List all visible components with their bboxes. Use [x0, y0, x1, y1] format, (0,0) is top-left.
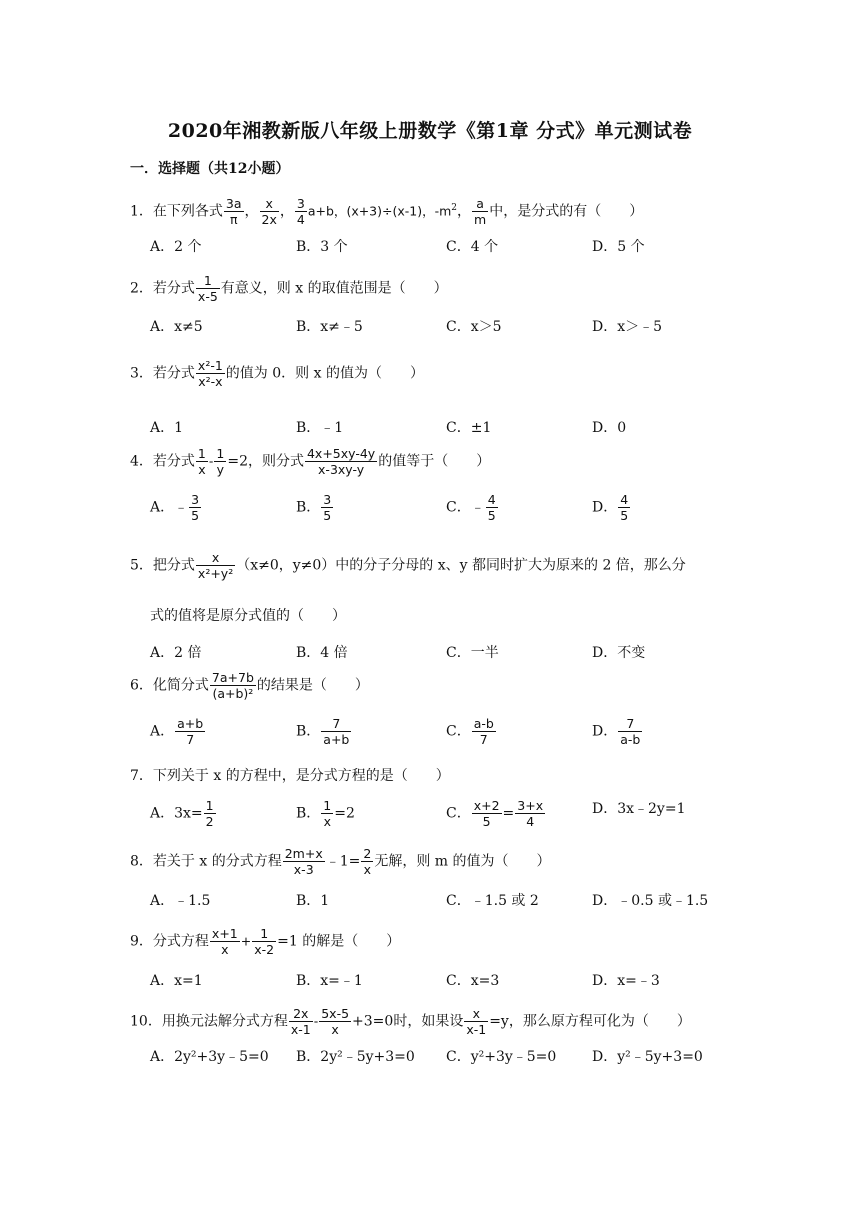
denominator: π: [229, 212, 238, 227]
option-c: C．一半: [446, 645, 499, 661]
option-a: A．2 倍: [150, 645, 202, 661]
question-text: =2，则分式: [227, 453, 304, 470]
sign: ﹣: [470, 499, 485, 516]
denominator: (a+b)²: [212, 686, 254, 701]
option-d: D．5 个: [592, 239, 645, 255]
denominator: x: [363, 862, 372, 877]
page-title: 2020年湘教新版八年级上册数学《第1章 分式》单元测试卷: [167, 120, 693, 142]
options-8: [150, 890, 800, 916]
numerator: x²-1: [197, 358, 223, 373]
fraction: [295, 196, 307, 227]
numerator: 1: [205, 798, 214, 813]
denominator: 2: [205, 814, 214, 829]
options-1: [150, 236, 800, 262]
denominator: x-2: [254, 942, 275, 957]
option-a: A．x=1: [150, 973, 203, 989]
question-text: 若分式: [152, 453, 195, 470]
option-label: A．: [150, 499, 175, 516]
question-number: 4．: [130, 453, 153, 470]
option-b: B．﹣1: [296, 420, 344, 436]
option-label: A．: [150, 723, 175, 740]
option-a: [150, 492, 202, 523]
option-label: B．: [296, 805, 321, 822]
option-b: B．x=﹣1: [296, 973, 363, 989]
question-text: =y，那么原方程可化为（ ）: [489, 1013, 691, 1030]
fraction: [472, 716, 496, 747]
option-d: D．y²﹣5y+3=0: [592, 1049, 703, 1065]
fraction: [196, 550, 235, 581]
options-2: [150, 316, 800, 342]
denominator: a-b: [620, 732, 641, 747]
denominator: 2x: [261, 212, 277, 227]
operator: -: [208, 453, 214, 469]
question-text: 若关于 x 的分式方程: [152, 853, 282, 870]
fraction: [224, 196, 244, 227]
expression: -m: [434, 203, 452, 219]
option-label: C．: [446, 805, 471, 822]
numerator: x+1: [211, 926, 238, 941]
options-3: [150, 417, 800, 443]
options-4: [150, 492, 800, 532]
denominator: x-1: [466, 1022, 487, 1037]
denominator: a+b: [323, 732, 350, 747]
numerator: 3: [191, 492, 200, 507]
option-d: D．不变: [592, 645, 646, 661]
denominator: x-3xy-y: [318, 462, 365, 477]
question-number: 3．: [130, 365, 153, 382]
numerator: 1: [196, 273, 220, 289]
numerator: 3: [323, 492, 332, 507]
denominator: 5: [620, 508, 629, 523]
option-a: A．1: [150, 420, 184, 436]
numerator: 4: [487, 492, 496, 507]
question-7: [130, 766, 450, 786]
operator: +: [240, 933, 252, 949]
options-5: [150, 642, 800, 668]
option-b: B．4 倍: [296, 645, 348, 661]
fraction: [214, 446, 226, 477]
denominator: x-3: [293, 862, 314, 877]
option-c: C．y²+3y﹣5=0: [446, 1049, 557, 1065]
fraction: [321, 798, 333, 829]
fraction: [210, 926, 240, 957]
numerator: x: [196, 550, 235, 566]
fraction: [175, 716, 205, 747]
question-text: =1 的解是（ ）: [277, 933, 401, 950]
fraction: [196, 273, 220, 304]
fraction: [196, 446, 208, 477]
option-b: [296, 716, 352, 747]
option-b: B．x≠﹣5: [296, 319, 363, 335]
operator: =: [502, 805, 515, 822]
question-text: 把分式: [152, 557, 195, 574]
denominator: x: [198, 462, 206, 477]
fraction: [196, 358, 225, 389]
numerator: x: [260, 196, 279, 212]
denominator: 5: [487, 508, 496, 523]
question-text: 若分式: [152, 280, 195, 297]
numerator: 4x+5xy-4y: [306, 446, 376, 461]
numerator: 1: [197, 446, 206, 461]
option-b: B．1: [296, 893, 330, 909]
fraction: [321, 492, 333, 523]
fraction: [515, 798, 545, 829]
question-text: 下列关于 x 的方程中，是分式方程的是（ ）: [152, 768, 450, 784]
option-a: A．2y²+3y﹣5=0: [150, 1049, 269, 1065]
denominator: m: [474, 212, 487, 227]
question-text: 的结果是（ ）: [256, 677, 369, 694]
option-b: [296, 492, 334, 523]
question-number: 7．: [130, 768, 153, 784]
option-c: C．4 个: [446, 239, 499, 255]
option-a: [150, 798, 217, 829]
numerator: 2x: [289, 1006, 313, 1022]
denominator: 4: [526, 814, 535, 829]
numerator: 2m+x: [284, 846, 323, 861]
denominator: x: [221, 942, 229, 957]
option-label: A．3x=: [150, 805, 203, 822]
numerator: 3: [296, 196, 305, 211]
question-number: 2．: [130, 280, 153, 297]
question-4: [130, 446, 490, 477]
question-text: 在下列各式: [152, 203, 223, 220]
numerator: 5x-5: [321, 1006, 350, 1021]
option-c: [446, 716, 497, 747]
fraction: [464, 1006, 488, 1037]
question-text: （x≠0，y≠0）中的分子分母的 x、y 都同时扩大为原来的 2 倍，那么分: [236, 557, 686, 574]
option-a: A．﹣1.5: [150, 893, 211, 909]
denominator: 7: [479, 732, 488, 747]
option-b: B．2y²﹣5y+3=0: [296, 1049, 415, 1065]
question-number: 9．: [130, 933, 153, 950]
numerator: a: [472, 196, 488, 212]
denominator: x-5: [197, 289, 218, 304]
numerator: a-b: [473, 716, 494, 731]
denominator: 5: [191, 508, 200, 523]
question-number: 8．: [130, 853, 153, 870]
option-a: [150, 716, 206, 747]
option-label: D．: [592, 723, 618, 740]
numerator: 2: [363, 846, 372, 861]
question-1: 1．在下列各式 $\frac{3a}{\pi}$ ， $\frac{x}{2x}$ ， $\frac{3}{4}$ a+b，(x+3)÷(x-1)，$-m^2$， $\frac{a}{m}$ 中，是分式的有（ ）: [130, 196, 644, 227]
question-text: 中，是分式的有（ ）: [489, 203, 644, 220]
question-number: 6．: [130, 677, 153, 694]
fraction: [289, 1006, 313, 1037]
numerator: x: [464, 1006, 488, 1022]
question-text: 分式方程: [152, 933, 209, 950]
expression: ﹣1=: [325, 853, 361, 870]
option-label: B．: [296, 723, 321, 740]
question-number: 10．: [130, 1013, 162, 1030]
question-text: 有意义，则 x 的取值范围是（ ）: [220, 280, 448, 297]
numerator: 3+x: [517, 798, 544, 813]
option-d: D．0: [592, 420, 627, 436]
fraction: [204, 798, 216, 829]
numerator: 3a: [225, 196, 242, 211]
fraction: [260, 196, 279, 227]
section-heading: 一．选择题（共12小题）: [130, 161, 290, 177]
numerator: 1: [323, 798, 332, 813]
fraction: [618, 492, 630, 523]
question-3: [130, 358, 424, 389]
question-text: 的值等于（ ）: [378, 453, 491, 470]
option-d: D．3x﹣2y=1: [592, 801, 686, 817]
question-text: 用换元法解分式方程: [161, 1013, 288, 1030]
question-text: 无解，则 m 的值为（ ）: [374, 853, 551, 870]
option-c: C．±1: [446, 420, 492, 436]
operator: -: [313, 1013, 319, 1029]
option-d: D．x=﹣3: [592, 973, 660, 989]
question-text: 化简分式: [152, 677, 209, 694]
fraction: [472, 196, 488, 227]
option-label: C．: [446, 499, 471, 516]
fraction: [321, 716, 351, 747]
option-d: [592, 716, 643, 747]
numerator: 1: [216, 446, 225, 461]
numerator: 1: [252, 926, 276, 942]
option-c: [446, 492, 499, 523]
question-9: [130, 926, 400, 957]
question-text: +3=0时，如果设: [352, 1013, 464, 1030]
option-label: D．: [592, 499, 618, 516]
option-d: [592, 492, 631, 523]
denominator: 4: [296, 212, 305, 227]
denominator: y: [216, 462, 225, 477]
denominator: x: [323, 814, 331, 829]
expression: =2: [334, 805, 355, 822]
option-a: A．2 个: [150, 239, 202, 255]
option-b: [296, 798, 355, 829]
fraction: [283, 846, 325, 877]
fraction: [472, 798, 502, 829]
option-c: C．x=3: [446, 973, 500, 989]
question-5-continued: 式的值将是原分式值的（ ）: [150, 608, 346, 624]
denominator: x²-x: [198, 374, 223, 389]
denominator: 5: [482, 814, 491, 829]
denominator: 5: [323, 508, 332, 523]
options-9: [150, 970, 800, 996]
fraction: [618, 716, 642, 747]
numerator: a+b: [177, 716, 204, 731]
fraction: [189, 492, 201, 523]
numerator: x+2: [473, 798, 500, 813]
option-d: D．﹣0.5 或﹣1.5: [592, 893, 709, 909]
option-c: [446, 798, 546, 829]
numerator: 7: [321, 716, 351, 732]
fraction: [486, 492, 498, 523]
option-c: C．x＞5: [446, 319, 502, 335]
question-text: 若分式: [152, 365, 195, 382]
question-6: [130, 670, 369, 701]
question-8: [130, 846, 551, 877]
option-c: C．﹣1.5 或 2: [446, 893, 539, 909]
option-label: C．: [446, 723, 471, 740]
question-text: 的值为 0．则 x 的值为（ ）: [225, 365, 424, 382]
numerator: 7a+7b: [211, 670, 254, 685]
question-2: [130, 273, 448, 304]
fraction: [361, 846, 373, 877]
denominator: 7: [186, 732, 195, 747]
option-a: A．x≠5: [150, 319, 203, 335]
sign: ﹣: [174, 499, 189, 516]
question-number: 5．: [130, 557, 153, 574]
expression: (x+3)÷(x-1)，: [346, 203, 435, 219]
denominator: x: [331, 1022, 339, 1037]
option-d: D．x＞﹣5: [592, 319, 663, 335]
option-label: B．: [296, 499, 321, 516]
fraction: [210, 670, 256, 701]
fraction: [252, 926, 276, 957]
denominator: x-1: [290, 1022, 311, 1037]
options-6: [150, 716, 800, 756]
question-number: 1．: [130, 203, 153, 220]
fraction: [319, 1006, 351, 1037]
numerator: 7: [618, 716, 642, 732]
question-5: [130, 550, 686, 581]
separator: ，: [457, 203, 472, 220]
fraction: [305, 446, 377, 477]
numerator: 4: [620, 492, 629, 507]
question-10: [130, 1006, 691, 1037]
options-7: [150, 798, 800, 838]
denominator: x²+y²: [197, 566, 234, 581]
expression: a+b，: [307, 203, 347, 219]
options-10: [150, 1046, 800, 1072]
option-b: B．3 个: [296, 239, 348, 255]
